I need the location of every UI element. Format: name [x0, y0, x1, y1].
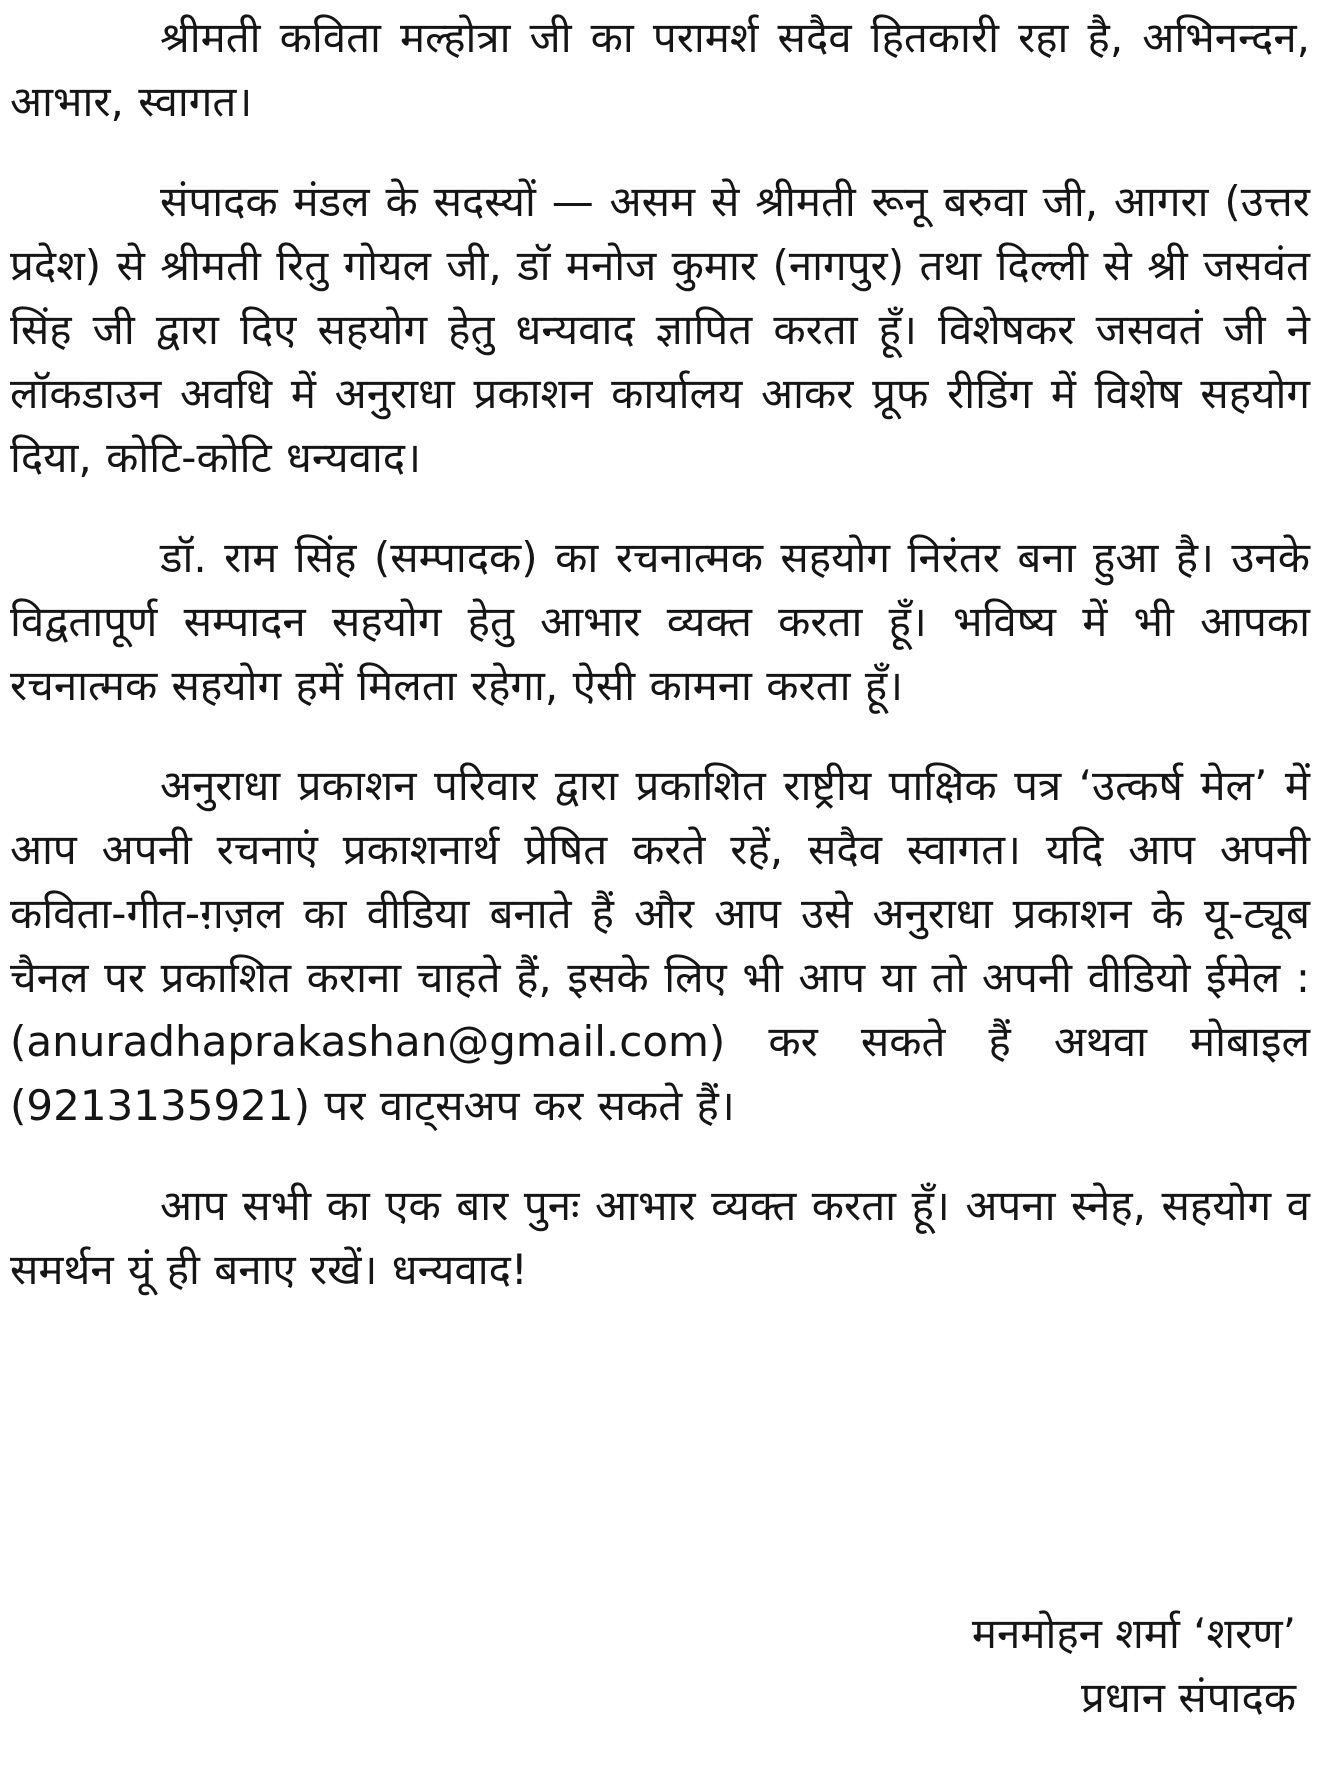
document-page — [10, 0, 1310, 1765]
signature-name: मनमोहन शर्मा ‘शरण’ — [971, 1609, 1296, 1658]
paragraph-editorial-board-thanks: संपादक मंडल के सदस्यों — असम से श्रीमती रूनू बरुवा जी, आगरा (उत्तर प्रदेश) से श्रीमती रितु गोयल जी, डॉ मनोज कुमार (नागपुर) तथा दिल्ली से श्री जसवंत सिंह जी द्वारा दिए सहयोग हेतु धन्यवाद ज्ञापित करता हूँ। विशेषकर जसवतं जी ने लॉकडाउन अवधि में अनुराधा प्रकाशन कार्यालय आकर प्रूफ रीडिंग में विशेष सहयोग दिया, कोटि-कोटि धन्यवाद। — [10, 177, 1310, 482]
signature-block — [972, 1602, 1296, 1730]
signature-title: प्रधान संपादक — [1081, 1673, 1296, 1722]
paragraph-closing-thanks: आप सभी का एक बार पुनः आभार व्यक्त करता हूँ। अपना स्नेह, सहयोग व समर्थन यूं ही बनाए रखें। धन्यवाद! — [10, 1181, 1310, 1294]
paragraph-submission-info: अनुराधा प्रकाशन परिवार द्वारा प्रकाशित राष्ट्रीय पाक्षिक पत्र ‘उत्कर्ष मेल’ में आप अपनी रचनाएं प्रकाशनार्थ प्रेषित करते रहें, सदैव स्वागत। यदि आप अपनी कविता-गीत-ग़ज़ल का वीडिया बनाते हैं और आप उसे अनुराधा प्रकाशन के यू-ट्यूब चैनल पर प्रकाशित कराना चाहते हैं, इसके लिए भी आप या तो अपनी वीडियो ईमेल : (anuradhaprakashan@gmail.com) कर सकते हैं अथवा मोबाइल (9213135921) पर वाट्सअप कर सकते हैं। — [10, 761, 1310, 1130]
paragraph-editor-thanks: डॉ. राम सिंह (सम्पादक) का रचनात्मक सहयोग निरंतर बना हुआ है। उनके विद्वतापूर्ण सम्पादन सहयोग हेतु आभार व्यक्त करता हूँ। भविष्य में भी आपका रचनात्मक सहयोग हमें मिलता रहेगा, ऐसी कामना करता हूँ। — [10, 533, 1310, 710]
paragraph-advisor-thanks: श्रीमती कविता मल्होत्रा जी का परामर्श सदैव हितकारी रहा है, अभिनन्दन, आभार, स्वागत। — [10, 13, 1310, 126]
